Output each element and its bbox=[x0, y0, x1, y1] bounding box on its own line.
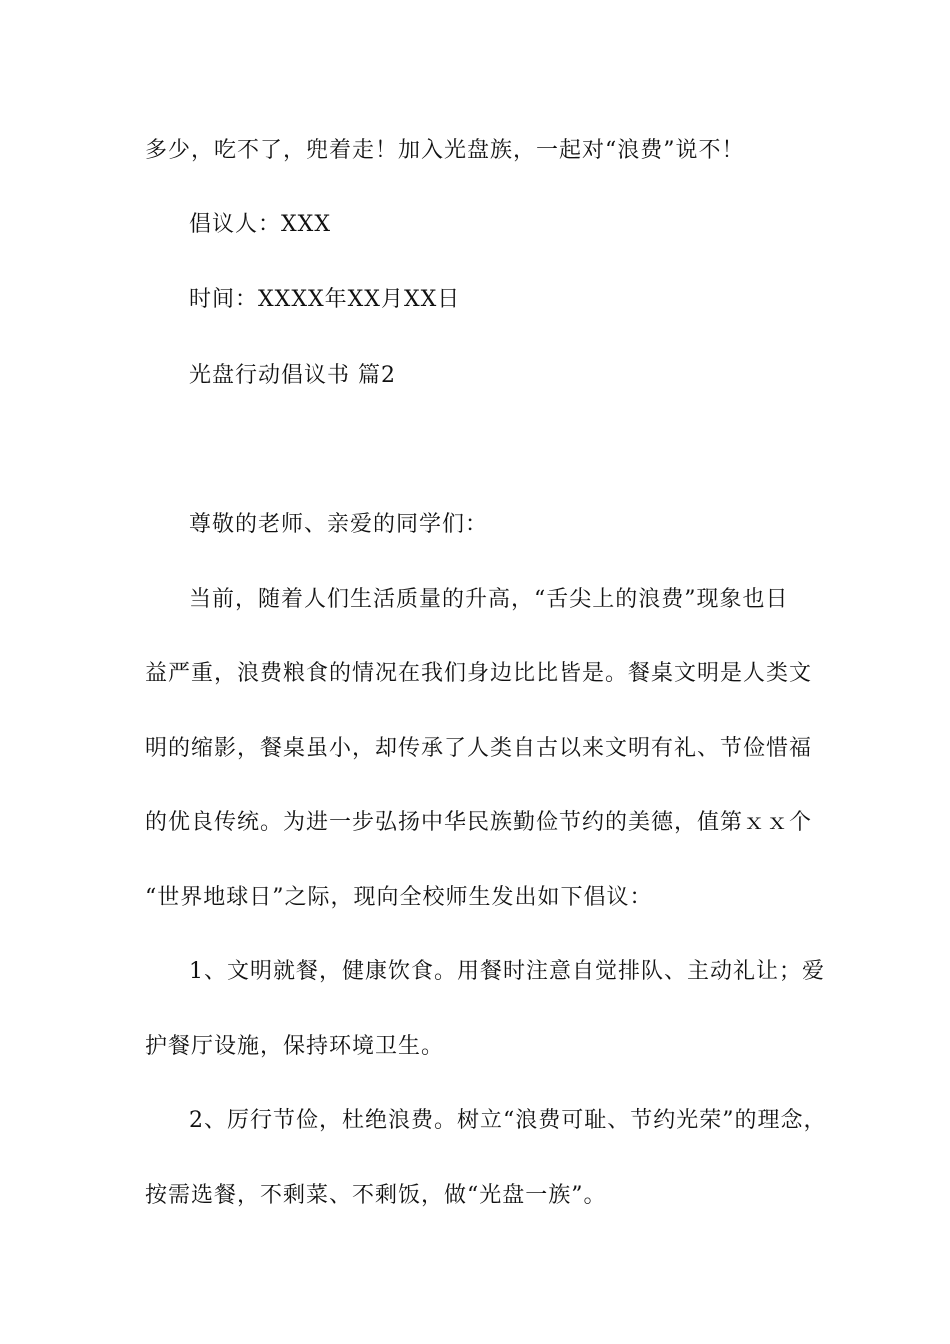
list-item-1: 1、文明就餐，健康饮食。用餐时注意自觉排队、主动礼让；爱 bbox=[189, 959, 825, 984]
list-item-2-continued: 按需选餐，不剩菜、不剩饭，做“光盘一族”。 bbox=[145, 1183, 607, 1208]
list-item-1-continued: 护餐厅设施，保持环境卫生。 bbox=[145, 1034, 445, 1059]
proposer-line: 倡议人：XXX bbox=[189, 212, 331, 237]
paragraph-line: 益严重，浪费粮食的情况在我们身边比比皆是。餐桌文明是人类文 bbox=[145, 661, 813, 686]
section-heading: 光盘行动倡议书 篇2 bbox=[189, 363, 396, 388]
salutation: 尊敬的老师、亲爱的同学们： bbox=[189, 512, 489, 537]
paragraph-line: 的优良传统。为进一步弘扬中华民族勤俭节约的美德，值第ｘｘ个 bbox=[145, 810, 813, 835]
paragraph-line: “世界地球日”之际，现向全校师生发出如下倡议： bbox=[145, 885, 653, 910]
date-line: 时间：XXXX年XX月XX日 bbox=[189, 287, 461, 312]
list-item-2: 2、厉行节俭，杜绝浪费。树立“浪费可耻、节约光荣”的理念， bbox=[189, 1108, 827, 1133]
paragraph-line: 明的缩影，餐桌虽小，却传承了人类自古以来文明有礼、节俭惜福 bbox=[145, 736, 813, 761]
paragraph-line: 当前，随着人们生活质量的升高，“舌尖上的浪费”现象也日 bbox=[189, 587, 789, 612]
paragraph-line: 多少，吃不了，兜着走！加入光盘族，一起对“浪费”说不！ bbox=[145, 138, 745, 163]
